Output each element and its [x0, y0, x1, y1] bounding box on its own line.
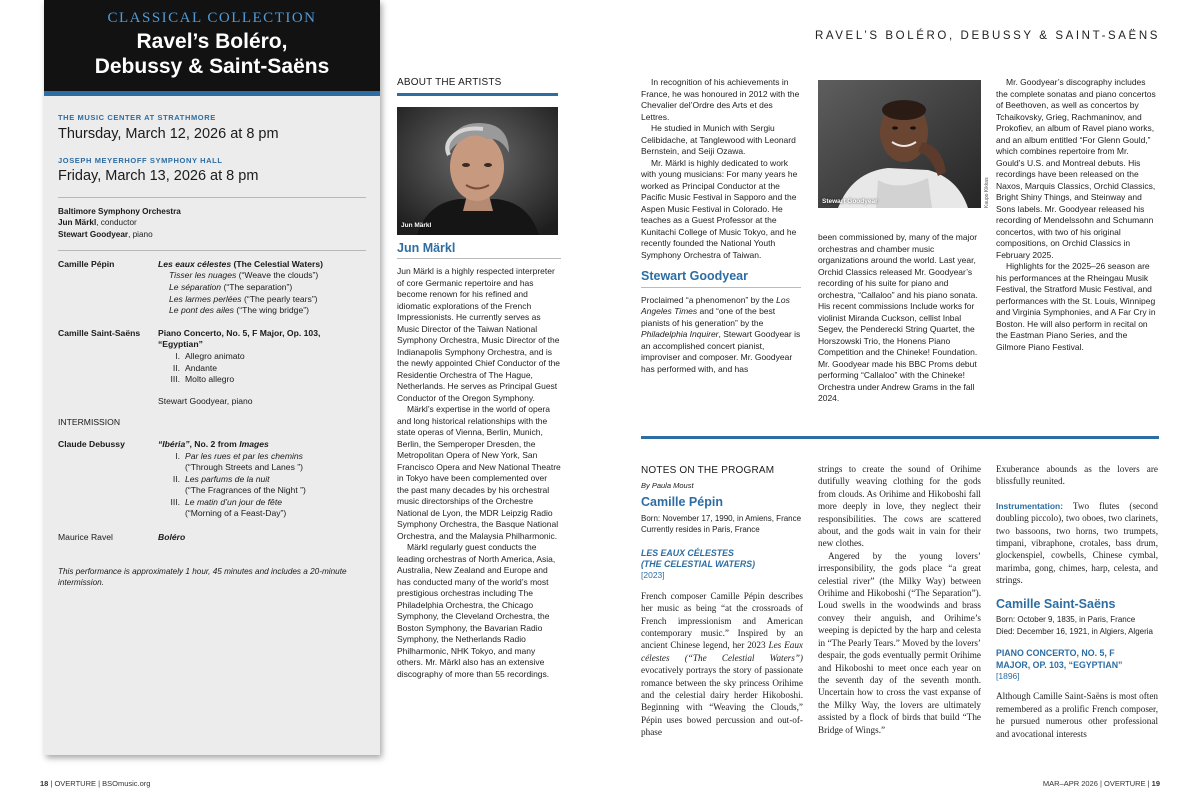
venue-block-1: [58, 112, 366, 143]
notes-text: French composer Camille Pépin describes her music as being “at the crossroads of French impressionism and American contemporary music.” Inspired by an ancient Chinese legend, her 2023 Les Eaux célestes (“The Celestial Waters”) evocatively portrays the story of passionate romance between the sky princess Orihime and the celestial dairy herder Hikoboshi. Beginning with “Weaving the Clouds,” Pépin uses bowed percussion and out-of-phase: [641, 590, 803, 738]
work-title: Les eaux célestes (The Celestial Waters): [158, 258, 323, 269]
concert-date: Thursday, March 12, 2026 at 8 pm: [58, 125, 279, 142]
bio-paragraph: Märkl regularly guest conducts the leading orchestras of North America, Asia, Australia, New Zealand and Europe and has conducted many of the world’s most prestigious orchestras including The Philadelphia Orchestra, the Chicago Symphony, the Cleveland Orchestra, the Boston Symphony, the Bavarian Radio Symphony, the Netherlands Radio Philharmonic, NHK Tokyo, and many others. Mr. Märkl also has an extensive discography of more than 55 recordings.: [397, 542, 556, 679]
movement: Le pont des ailes (“The wing bridge”): [169, 305, 309, 316]
composer-residence: Currently resides in Paris, France: [641, 525, 760, 534]
section-label: ABOUT THE ARTISTS: [397, 77, 502, 88]
composer-name: Camille Pépin: [58, 258, 115, 269]
about-artists-column: [397, 77, 561, 680]
bio-paragraph: Mr. Märkl is highly dedicated to work with young musicians: For many years he worked as Principal Conductor at the Pacific Music Festival in Sapporo and the Aspen Music Festival in Colorado. He teaches as a Guest Professor at the Kunitachi College of Music Tokyo, and he recently founded the National Youth Symphony Orchestra of Taiwan.: [641, 157, 798, 260]
composer-name: Maurice Ravel: [58, 532, 113, 543]
goodyear-photo: [818, 80, 981, 208]
work-title: “Ibéria”, No. 2 from Images: [158, 438, 269, 449]
goodyear-bio-continued: [818, 232, 981, 405]
photo-caption: Stewart Goodyear: [822, 198, 878, 205]
notes-paragraph: strings to create the sound of Orihime dutifully weaving clothing for the gods from clouds. As Orihime and Hikoboshi fall more deeply in love, they neglect their responsibilities. The cows are scattered about, and the gods wait in vain for their new clothes.: [818, 464, 981, 549]
divider: [58, 197, 366, 198]
composer-name: Camille Saint-Saëns: [58, 327, 141, 338]
concert-date: Friday, March 13, 2026 at 8 pm: [58, 168, 259, 185]
artist-name: Stewart Goodyear: [641, 269, 748, 283]
performers-list: [58, 206, 366, 240]
soloist-line: Stewart Goodyear, piano: [58, 229, 153, 239]
notes-paragraph: Although Camille Saint-Saëns is most often remembered as a prolific French composer, he pursued numerous other professional and avocational interests: [996, 691, 1158, 739]
work-heading: LES EAUX CÉLESTES (THE CELESTIAL WATERS): [641, 547, 756, 569]
notes-column-3: [996, 463, 1158, 740]
movement-translation: (“The Fragrances of the Night ”): [185, 485, 306, 496]
venue-name: THE MUSIC CENTER AT STRATHMORE: [58, 113, 216, 122]
bio-paragraph: Highlights for the 2025–26 season are his performances at the Rheingau Musik Festival, the Stratford Music Festival, and performances with the St. Louis, Winnipeg and Virginia Symphonies, and A Far Cry in Boston. He will also perform in recital on the Eastman Piano Series, and the Gilmore Piano Festival.: [996, 261, 1156, 352]
work-title: Piano Concerto, No. 5, F Major, Op. 103, “Egyptian”: [158, 327, 321, 350]
section-rule: [397, 93, 558, 96]
movement-translation: (“Through Streets and Lanes ”): [185, 462, 303, 473]
movement: Les larmes perlées (“The pearly tears”): [169, 293, 318, 304]
composer-born: Born: November 17, 1990, in Amiens, France: [641, 513, 802, 523]
section-rule: [641, 436, 1159, 439]
section-label: NOTES ON THE PROGRAM: [641, 465, 775, 476]
work-title: Boléro: [158, 532, 186, 543]
composer-born: Born: October 9, 1835, in Paris, France: [996, 615, 1136, 625]
bio-paragraph: Jun Märkl is a highly respected interpreter of core Germanic repertoire and has become renown for his refined and idiomatic explorations of the French Impressionists. He currently serves as Music Director of the Taiwan National Symphony Orchestra, Music Director of the Indianapolis Symphony Orchestra, and is the newly appointed Chief Conductor of the Residentie Orchestra of The Hague, Netherlands. He serves as Principal Guest Conductor of the Oregon Symphony.: [397, 266, 561, 403]
work-year: [2023]: [641, 570, 665, 581]
photo-caption: Jun Märkl: [401, 222, 432, 229]
movement: III. Le matin d’un jour de fête: [170, 496, 282, 507]
notes-paragraph: Angered by the young lovers’ irresponsibility, the gods place “a great celestial river” (the Milky Way) between Orihime and Hikoboshi (“The Separation”). Loud swells in the woodwinds and brass convey their anguish, and Orihime’s weeping is depicted by the harp and celesta in “The Pearly Tears.” Moved by the lovers’ despair, the gods eventually permit Orihime and Hikoboshi to meet once each year on the seventh day of the seventh month. Uncertain how to cross the vast expanse of the Milky Way, the lovers are ultimately assisted by a flock of birds that build “The Bridge of Wings.”: [818, 550, 981, 735]
bio-paragraph: been commissioned by, many of the major orchestras and chamber music organizations around the world. Last year, Orchid Classics released Mr. Goodyear’s recording of his suite for piano and orchestra, “Callaloo” and his piano sonata. His recent commissions Include works for violinist Miranda Cuckson, cellist Inbal Segev, the Penderecki String Quartet, the Horszowski Trio, the Honens Piano Competition and the Chineke! Foundation. Mr. Goodyear made his BBC Proms debut performing “Callaloo” with the Chineke! Orchestra under Andrew Grams in the fall 2024.: [818, 232, 978, 403]
program-item-ravel: [58, 532, 366, 544]
venue-name: JOSEPH MEYERHOFF SYMPHONY HALL: [58, 155, 223, 165]
panel-header: [44, 0, 380, 96]
composer-heading: Camille Pépin: [641, 495, 723, 509]
notes-paragraph: Exuberance abounds as the lovers are blissfully reunited.: [996, 464, 1158, 487]
bio-paragraph: Proclaimed “a phenomenon” by the Los Angeles Times and “one of the best pianists of his generation” by the Philadelphia Inquirer, Stewart Goodyear is an accomplished concert pianist, improviser and composer. Mr. Goodyear has performed with, and has: [641, 294, 801, 374]
photo-credit: Kaupo Kikkas: [984, 177, 990, 208]
composer-died: Died: December 16, 1921, in Algiers, Algeria: [996, 626, 1153, 636]
byline: By Paula Moust: [641, 480, 694, 490]
composer-name: Claude Debussy: [58, 438, 125, 449]
bio-paragraph: Mr. Goodyear’s discography includes the complete sonatas and piano concertos of Beethoven, as well as concertos by Tchaikovsky, Grieg, Rachmaninov, and Prokofiev, an album of Ravel piano works, and an album entitled “For Glenn Gould,” which combines repertoire from Mr. Gould’s U.S. and Montreal debuts. His recordings have been released on the Naxos, Marquis Classics, Orchid Classics, Bright Shiny Things, and Steinway and Sons labels. Mr. Goodyear released his recording of Mendelssohn and Schumann concertos, with two of his original compositions, on Orchid Classics in February 2025.: [996, 77, 1156, 260]
work-year: [1896]: [996, 670, 1020, 681]
artist-name: Jun Märkl: [397, 240, 456, 255]
movement-translation: (“Morning of a Feast-Day”): [185, 508, 287, 519]
duration-note: This performance is approximately 1 hour, 45 minutes and includes a 20-minute intermission.: [58, 566, 347, 587]
instrumentation: Instrumentation: Two flutes (second doubling piccolo), two oboes, two clarinets, two bassoons, two horns, two trumpets, timpani, vibraphone, crotales, bass drum, glockenspiel, cowbells, Chinese cymbal, marimba, gong, chimes, harp, celesta, and strings.: [996, 500, 1158, 586]
markl-photo: [397, 107, 558, 235]
page-folio-right: MAR–APR 2026 | OVERTURE | 19: [1042, 779, 1160, 788]
page-folio-left: 18 | OVERTURE | BSOmusic.org: [40, 779, 151, 788]
movement: Le séparation (“The separation”): [169, 281, 293, 292]
movement: III. Molto allegro: [170, 374, 235, 385]
program-panel: [44, 0, 380, 755]
venue-block-2: [58, 155, 366, 186]
movement: II. Les parfums de la nuit: [172, 473, 270, 484]
program-body: [44, 96, 380, 588]
movement: I. Par les rues et par les chemins: [175, 450, 303, 461]
bio-paragraph: Märkl’s expertise in the world of opera and long historical relationships with the state operas of Vienna, Berlin, Munich, Berlin, the Semperoper Dresden, the Metropolitan Opera of New York, San Francisco Opera and New National Theatre in Tokyo have been complemented over the past many decades by his orchestral music directorships of the Orchestre National de Lyon, the MDR Leipzig Radio Symphony Orchestra, the Basque National Orchestra, and the Malaysia Philharmonic.: [397, 404, 561, 541]
intermission-label: INTERMISSION: [58, 417, 121, 428]
goodyear-discography: [996, 77, 1158, 353]
collection-label: CLASSICAL COLLECTION: [107, 10, 317, 26]
work-heading: PIANO CONCERTO, NO. 5, F MAJOR, OP. 103, “EGYPTIAN”: [996, 648, 1123, 670]
soloist-credit: Stewart Goodyear, piano: [158, 395, 253, 406]
portrait-image: [818, 80, 981, 208]
divider: [397, 258, 561, 259]
program-item-debussy: [58, 439, 366, 520]
program-item-pepin: [58, 259, 366, 317]
notes-column-1: [641, 465, 803, 739]
markl-bio-continued: [641, 77, 801, 375]
movement: Tisser les nuages (“Weave the clouds”): [169, 270, 319, 281]
running-head: RAVEL’S BOLÉRO, DEBUSSY & SAINT-SAËNS: [814, 30, 1160, 42]
notes-column-2: [818, 463, 981, 736]
conductor-line: Jun Märkl, conductor: [58, 218, 137, 228]
concert-title: Ravel’s Boléro, Debussy & Saint-Saëns: [94, 30, 330, 78]
program-item-saint-saens: [58, 328, 366, 408]
movement: II. Andante: [172, 362, 218, 373]
bio-paragraph: He studied in Munich with Sergiu Celibidache, at Tanglewood with Leonard Bernstein, and Seiji Ozawa.: [641, 123, 796, 156]
divider: [641, 287, 801, 288]
divider: [58, 250, 366, 251]
orchestra-name: Baltimore Symphony Orchestra: [58, 207, 181, 217]
composer-heading: Camille Saint-Saëns: [996, 596, 1116, 611]
movement: I. Allegro animato: [175, 350, 245, 361]
bio-paragraph: In recognition of his achievements in France, he was honoured in 2012 with the Chevalier del’Ordre des Arts et des Lettres.: [641, 77, 800, 122]
portrait-image: [397, 107, 558, 235]
